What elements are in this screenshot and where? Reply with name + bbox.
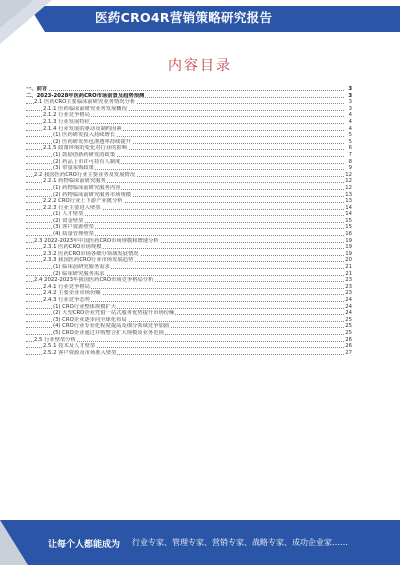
toc-entry-page: 13 <box>345 191 352 198</box>
toc-entry-page: 16 <box>345 231 352 238</box>
toc-entry-label: (2) 资金壁垒 <box>53 217 84 224</box>
toc-entry[interactable] <box>26 165 352 172</box>
toc-entry-label: 2.1 医药CRO主要临床前研究业务情况分析 <box>34 99 136 106</box>
toc-entry[interactable] <box>26 93 352 100</box>
toc-entry-page: 21 <box>345 264 352 271</box>
toc-entry-label: (4) 质量管理壁垒 <box>53 231 94 238</box>
toc-entry-label: 2.2 我国医药CRO行业主要业务及发展情况 <box>34 171 136 178</box>
toc-entry-page: 20 <box>345 257 352 264</box>
toc-entry[interactable] <box>26 198 352 205</box>
toc-entry-page: 25 <box>345 323 352 330</box>
toc-entry-page: 4 <box>348 118 352 125</box>
toc-entry-page: 23 <box>345 290 352 297</box>
toc-entry[interactable] <box>26 264 352 271</box>
toc-entry-label: (1) 鼓励创新药研发的政策 <box>53 151 116 158</box>
toc-entry-label: (1) 医药研发投入持续增长 <box>53 132 116 139</box>
toc-entry[interactable] <box>26 244 352 251</box>
toc-entry-label: (2) 医药研发外包渗透率持续提升 <box>53 138 132 145</box>
toc-entry-label: 2.5.2 客户资源及市场准入壁垒 <box>43 349 117 356</box>
toc-entry-label: 2.1.3 行业发展特征 <box>43 118 90 125</box>
toc-entry-label: 2.2.2 CRO行业上下游产业链分析 <box>43 198 123 205</box>
toc-entry[interactable] <box>26 310 352 317</box>
toc-entry[interactable] <box>26 185 352 192</box>
toc-entry[interactable] <box>26 139 352 146</box>
toc-entry-page: 6 <box>348 145 352 152</box>
toc-entry[interactable] <box>26 112 352 119</box>
toc-entry-label: 2.4.2 主要企业市场份额 <box>43 290 101 297</box>
toc-entry-page: 12 <box>345 171 352 178</box>
toc-leader-dots <box>26 90 344 91</box>
toc-entry[interactable] <box>26 86 352 93</box>
toc-entry-page: 19 <box>345 250 352 257</box>
toc-entry-page: 24 <box>345 297 352 303</box>
toc-title: 内容目录 <box>168 58 232 74</box>
toc-entry-page: 14 <box>345 204 352 211</box>
toc-entry-label: 2.5 行业壁垒分析 <box>34 336 76 343</box>
header-band <box>0 0 400 38</box>
toc-entry-page: 5 <box>348 138 352 145</box>
toc-entry-label: (5) CRO企业通过并购整合扩大规模及业务范围 <box>53 329 164 336</box>
table-of-contents <box>26 86 352 356</box>
toc-entry[interactable] <box>26 304 352 311</box>
toc-entry[interactable] <box>26 106 352 113</box>
toc-entry[interactable] <box>26 205 352 212</box>
toc-entry[interactable] <box>26 323 352 330</box>
toc-entry-page: 9 <box>348 165 352 172</box>
toc-entry-label: (3) 客户资源壁垒 <box>53 224 94 231</box>
toc-entry[interactable] <box>26 284 352 291</box>
toc-entry-label: 2.3 2022-2023年中国医药CRO市场规模和增速分析 <box>34 237 159 244</box>
toc-entry-page: 24 <box>345 303 352 310</box>
footer-roles: 行业专家、管理专家、营销专家、战略专家、成功企业家…… <box>132 538 348 547</box>
toc-entry-label: 2.1.2 行业竞争格局 <box>43 112 90 119</box>
toc-entry-page: 3 <box>348 92 352 99</box>
toc-entry[interactable] <box>26 257 352 264</box>
toc-entry-page: 26 <box>345 343 352 350</box>
toc-entry[interactable] <box>26 290 352 297</box>
toc-entry-page: 21 <box>345 270 352 277</box>
toc-entry[interactable] <box>26 145 352 152</box>
report-title: 医药CRO4R营销策略研究报告 <box>95 10 273 25</box>
toc-entry-page: 7 <box>348 151 352 158</box>
toc-entry-label: (1) CRO行业整体规模扩大 <box>53 303 117 310</box>
toc-entry-label: 2.2.1 药物临床前研究服务 <box>43 178 106 185</box>
toc-entry-label: 2.5.1 技术及人才壁垒 <box>43 343 96 350</box>
toc-entry[interactable] <box>26 343 352 350</box>
toc-entry[interactable] <box>26 231 352 238</box>
toc-entry-label: 2.4.3 行业竞争态势 <box>43 297 90 303</box>
toc-entry-label: 2.4.1 行业竞争格局 <box>43 283 90 290</box>
toc-entry[interactable] <box>26 159 352 166</box>
toc-entry[interactable] <box>26 178 352 185</box>
toc-entry[interactable] <box>26 330 352 337</box>
toc-entry-label: (3) 带量采购政策 <box>53 165 94 172</box>
toc-entry[interactable] <box>26 224 352 231</box>
toc-entry[interactable] <box>26 350 352 357</box>
toc-entry-label: (1) 人才壁垒 <box>53 211 84 218</box>
toc-entry[interactable] <box>26 277 352 284</box>
toc-entry-label: (2) 临床研究服务需求 <box>53 270 105 277</box>
toc-entry[interactable] <box>26 132 352 139</box>
toc-entry[interactable] <box>26 99 352 106</box>
toc-entry[interactable] <box>26 271 352 278</box>
toc-entry-page: 8 <box>348 158 352 165</box>
toc-entry-page: 13 <box>345 198 352 205</box>
toc-entry[interactable] <box>26 172 352 179</box>
toc-entry-label: 2.3.2 医药CRO市场各细分领域发展情况 <box>43 250 139 257</box>
corner-decoration <box>0 0 52 44</box>
toc-entry-label: (1) 临床前研究服务需求 <box>53 264 110 271</box>
toc-entry-label: (3) CRO企业逐步向全球化布局 <box>53 316 127 323</box>
toc-entry-label: 一、前言 <box>26 86 48 92</box>
toc-entry[interactable] <box>26 251 352 258</box>
toc-entry-page: 12 <box>345 184 352 191</box>
toc-entry-label: 2.1.1 医药临床前研究业务发展概况 <box>43 105 128 112</box>
toc-entry-label: 2.1.4 行业发展的驱动及制约因素 <box>43 125 122 132</box>
toc-entry[interactable] <box>26 119 352 126</box>
toc-entry[interactable] <box>26 126 352 133</box>
toc-entry-page: 3 <box>348 99 352 106</box>
toc-entry-page: 26 <box>345 336 352 343</box>
toc-entry[interactable] <box>26 211 352 218</box>
toc-entry-label: 2.4 2022-2023年我国医药CRO市场竞争格局分析 <box>34 277 154 284</box>
toc-entry[interactable] <box>26 218 352 225</box>
toc-entry-label: 二、2023-2028年医药CRO市场前景及趋势预测 <box>26 92 145 99</box>
toc-entry-label: (2) 大型CRO企业凭借一站式服务优势提升市场份额 <box>53 310 175 317</box>
toc-entry-label: 2.1.5 政策环境的变化对行业的影响 <box>43 145 128 152</box>
toc-entry-page: 12 <box>345 178 352 185</box>
toc-entry-label: (2) 药品上市许可持有人制度 <box>53 158 121 165</box>
toc-entry-page: 23 <box>345 283 352 290</box>
toc-entry[interactable] <box>26 297 352 304</box>
toc-entry-label: 2.3.1 医药CRO市场规模 <box>43 244 102 251</box>
toc-entry-page: 27 <box>345 349 352 356</box>
toc-entry-page: 19 <box>345 244 352 251</box>
toc-entry[interactable] <box>26 317 352 324</box>
toc-entry-label: (1) 药物临床前研究服务内容 <box>53 184 121 191</box>
toc-entry-label: (4) CRO行业专业化程度提高及细分领域竞争加剧 <box>53 323 170 330</box>
toc-entry[interactable] <box>26 337 352 344</box>
toc-entry-label: 2.2.3 行业主要进入壁垒 <box>43 204 101 211</box>
footer-decoration <box>0 520 28 565</box>
toc-entry[interactable] <box>26 192 352 199</box>
toc-entry-page: 4 <box>348 112 352 119</box>
toc-entry-page: 24 <box>345 310 352 317</box>
toc-entry-label: (2) 药物临床前研究服务市场规模 <box>53 191 132 198</box>
toc-entry-page: 23 <box>345 277 352 284</box>
toc-entry-page: 15 <box>345 217 352 224</box>
toc-entry[interactable] <box>26 238 352 245</box>
toc-entry-page: 4 <box>348 125 352 132</box>
toc-entry-page: 3 <box>348 86 352 92</box>
toc-entry-page: 25 <box>345 329 352 336</box>
toc-entry-page: 25 <box>345 316 352 323</box>
toc-entry-page: 19 <box>345 237 352 244</box>
footer-slogan: 让每个人都能成为 <box>48 540 121 550</box>
toc-entry-page: 14 <box>345 211 352 218</box>
toc-entry-page: 5 <box>348 132 352 139</box>
toc-entry[interactable] <box>26 152 352 159</box>
toc-entry-page: 3 <box>348 105 352 112</box>
toc-entry-label: 2.3.3 我国医药CRO行业市场发展趋势 <box>43 257 134 264</box>
toc-entry-page: 15 <box>345 224 352 231</box>
